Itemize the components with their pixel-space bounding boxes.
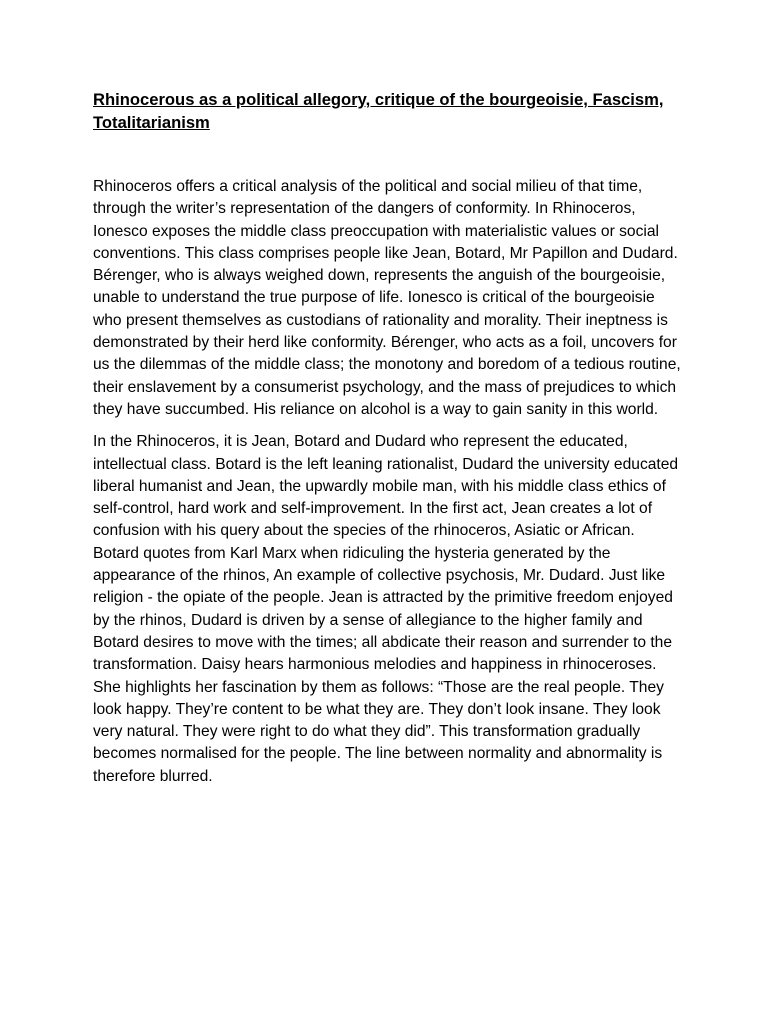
paragraph-2: In the Rhinoceros, it is Jean, Botard and Dudard who represent the educated, intellectual class. Botard is the left leaning rationalist, Dudard the university educated liberal humanist and Jean, the upwardly mobile man, with his middle class ethics of self-control, hard work and self-improvement. In the first act, Jean creates a lot of confusion with his query about the species of the rhinoceros, Asiatic or African. Botard quotes from Karl Marx when ridiculing the hysteria generated by the appearance of the rhinos, An example of collective psychosis, Mr. Dudard. Just like religion - the opiate of the people. Jean is attracted by the primitive freedom enjoyed by the rhinos, Dudard is driven by a sense of allegiance to the higher family and Botard desires to move with the times; all abdicate their reason and surrender to the transformation. Daisy hears harmonious melodies and happiness in rhinoceroses. She highlights her fascination by them as follows: “Those are the real people. They look happy. They’re content to be what they are. They don’t look insane. They look very natural. They were right to do what they did”. This transformation gradually becomes normalised for the people. The line between normality and abnormality is therefore blurred. — [93, 433, 679, 785]
document-page — [93, 88, 683, 788]
paragraph-1: Rhinoceros offers a critical analysis of the political and social milieu of that time, through the writer’s representation of the dangers of conformity. In Rhinoceros, Ionesco exposes the middle class preoccupation with materialistic values or social conventions. This class comprises people like Jean, Botard, Mr Papillon and Dudard. Bérenger, who is always weighed down, represents the anguish of the bourgeoisie, unable to understand the true purpose of life. Ionesco is critical of the bourgeoisie who present themselves as custodians of rationality and morality. Their ineptness is demonstrated by their herd like conformity. Bérenger, who acts as a foil, uncovers for us the dilemmas of the middle class; the monotony and boredom of a tedious routine, their enslavement by a consumerist psychology, and the mass of prejudices to which they have succumbed. His reliance on alcohol is a way to gain sanity in this world. — [93, 178, 681, 418]
document-title: Rhinocerous as a political allegory, critique of the bourgeoisie, Fascism, Totalitarianism — [93, 90, 664, 132]
